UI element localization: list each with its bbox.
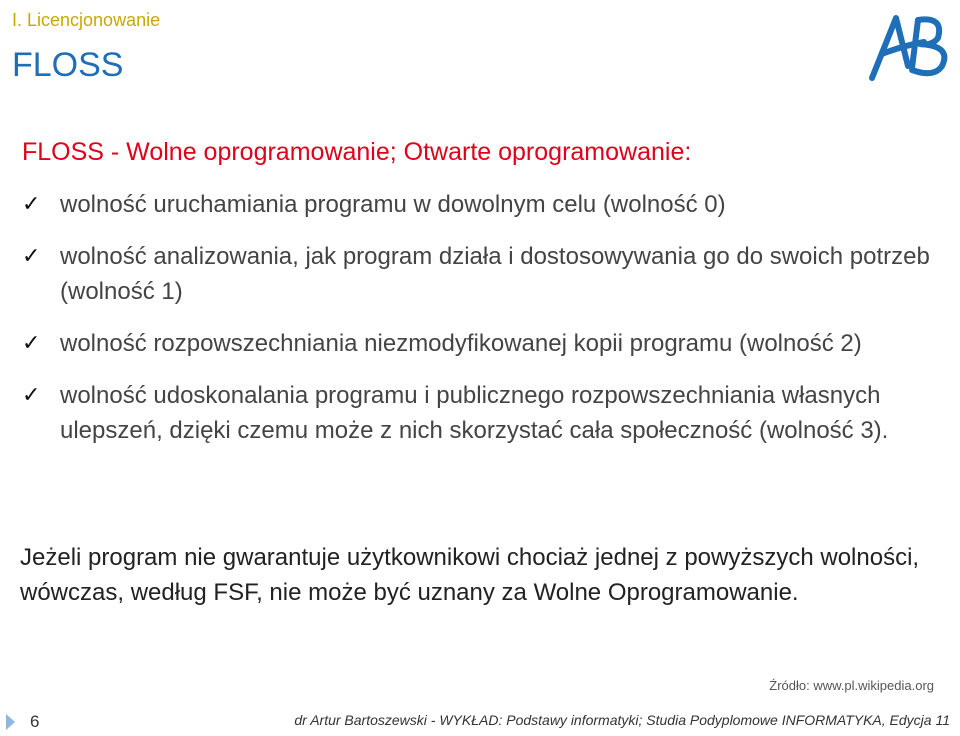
subtitle: FLOSS - Wolne oprogramowanie; Otwarte oprogramowanie:: [22, 138, 692, 166]
footer-text: dr Artur Bartoszewski - WYKŁAD: Podstawy informatyki; Studia Podyplomowe INFORMATYKA, Edycja 11: [294, 712, 950, 728]
list-item-text: wolność rozpowszechniania niezmodyfikowanej kopii programu (wolność 2): [60, 330, 862, 357]
list-item: [22, 326, 942, 361]
list-item-text: wolność uruchamiania programu w dowolnym celu (wolność 0): [60, 191, 726, 218]
checkmark-icon: ✓: [22, 192, 41, 217]
list-item-text: wolność analizowania, jak program działa i dostosowywania go do swoich potrzeb (wolność 1): [60, 243, 930, 305]
list-item: [22, 187, 942, 222]
slide-title: FLOSS: [12, 46, 124, 84]
section-label: I. Licencjonowanie: [12, 10, 161, 30]
source-note: Źródło: www.pl.wikipedia.org: [769, 678, 934, 693]
checkmark-icon: ✓: [22, 383, 41, 408]
page-number: 6: [30, 712, 40, 731]
ab-logo-icon: [862, 6, 952, 86]
freedoms-list: [22, 187, 942, 465]
list-item-text: wolność udoskonalania programu i publicznego rozpowszechniania własnych ulepszeń, dzięki czemu może z nich skorzystać cała społeczność (wolność 3).: [60, 382, 889, 444]
checkmark-icon: ✓: [22, 244, 41, 269]
nav-arrow-icon[interactable]: [4, 712, 16, 732]
summary-paragraph: Jeżeli program nie gwarantuje użytkownikowi chociaż jednej z powyższych wolności, wówczas, według FSF, nie może być uznany za Wolne Oprogramowanie.: [20, 544, 920, 606]
list-item: [22, 239, 942, 309]
list-item: [22, 378, 942, 448]
checkmark-icon: ✓: [22, 331, 41, 356]
